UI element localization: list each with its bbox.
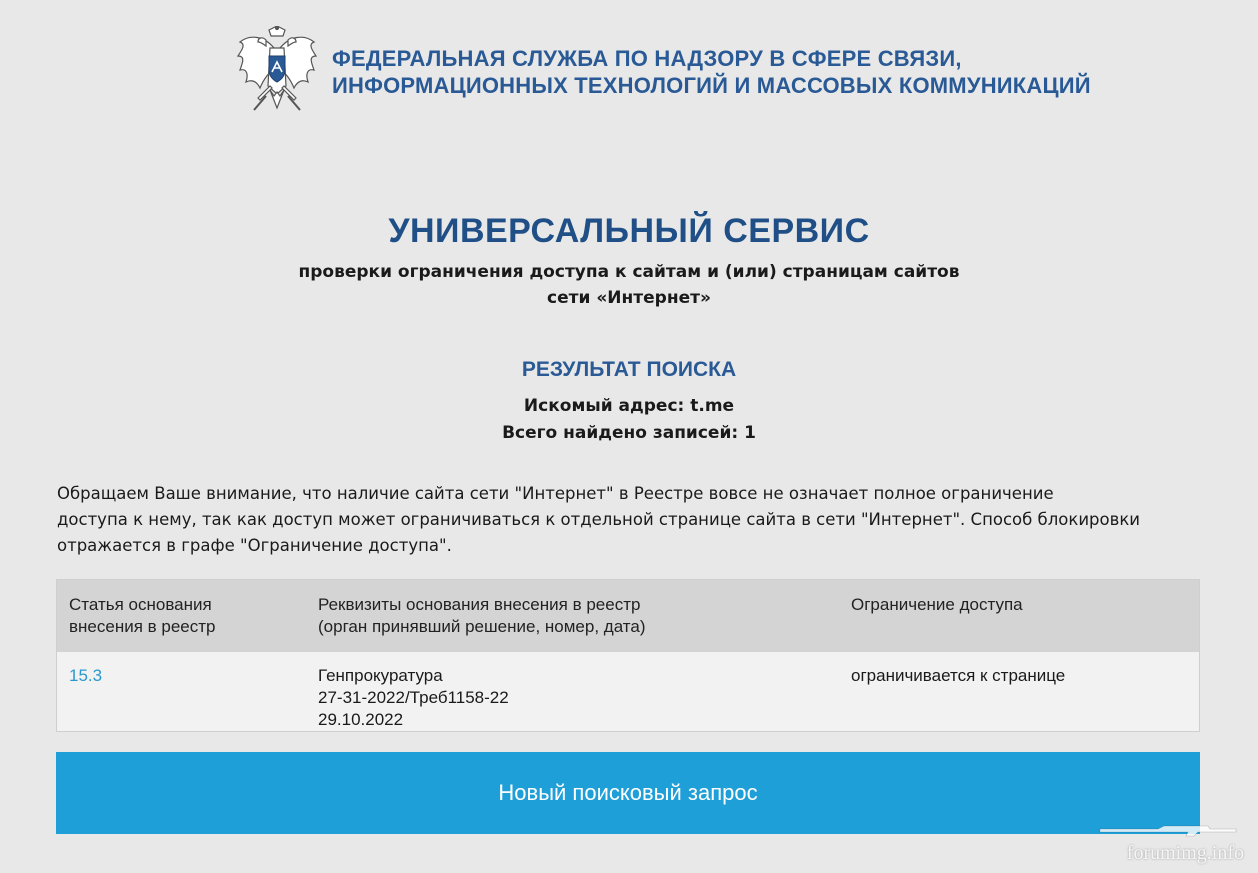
- header-article: [57, 580, 318, 652]
- header-requisites-line2: (орган принявший решение, номер, дата): [318, 617, 646, 636]
- result-summary: [0, 393, 1258, 447]
- requisite-date: 29.10.2022: [318, 710, 404, 729]
- cell-article: [57, 652, 318, 731]
- service-subtitle-line2: сети «Интернет»: [547, 288, 711, 308]
- double-headed-eagle-emblem-icon: [236, 26, 318, 118]
- registry-notice-line2: доступа к нему, так как доступ может ограничиваться к отдельной странице сайта в сети "Интернет". Способ блокировки: [57, 510, 1141, 529]
- organization-name: [332, 45, 1091, 99]
- header-restriction-label: Ограничение доступа: [851, 595, 1023, 614]
- requisite-number: 27-31-2022/Треб1158-22: [318, 688, 509, 707]
- service-title: УНИВЕРСАЛЬНЫЙ СЕРВИС: [388, 212, 870, 250]
- header-requisites-line1: Реквизиты основания внесения в реестр: [318, 595, 641, 614]
- table-header-row: [57, 580, 1199, 652]
- header-article-line2: внесения в реестр: [69, 617, 216, 636]
- total-records-found: Всего найдено записей: 1: [502, 423, 756, 443]
- site-header: [236, 26, 1091, 118]
- restriction-value: ограничивается к странице: [851, 666, 1066, 685]
- header-restriction: [851, 580, 1199, 652]
- requisite-authority: Генпрокуратура: [318, 666, 443, 685]
- registry-notice-line3: отражается в графе "Ограничение доступа".: [57, 536, 452, 555]
- organization-name-line1: ФЕДЕРАЛЬНАЯ СЛУЖБА ПО НАДЗОРУ В СФЕРЕ СВЯЗИ,: [332, 46, 962, 71]
- site-watermark: forumimg.info: [1126, 842, 1244, 864]
- cell-requisites: [318, 652, 851, 731]
- result-title: РЕЗУЛЬТАТ ПОИСКА: [521, 358, 737, 381]
- registry-notice: [57, 481, 1207, 559]
- header-article-line1: Статья основания: [69, 595, 212, 614]
- new-search-button[interactable]: Новый поисковый запрос: [56, 752, 1200, 834]
- registry-notice-line1: Обращаем Ваше внимание, что наличие сайта сети "Интернет" в Реестре вовсе не означает полное ограничение: [57, 484, 1054, 503]
- table-row: [57, 652, 1199, 731]
- header-requisites: [318, 580, 851, 652]
- service-subtitle: [0, 259, 1258, 311]
- rifle-watermark-icon: [1098, 823, 1238, 837]
- organization-name-line2: ИНФОРМАЦИОННЫХ ТЕХНОЛОГИЙ И МАССОВЫХ КОММУНИКАЦИЙ: [332, 73, 1091, 98]
- results-table: [56, 579, 1200, 732]
- cell-restriction: [851, 652, 1199, 731]
- searched-address: Искомый адрес: t.me: [523, 396, 735, 416]
- article-link[interactable]: 15.3: [69, 666, 103, 685]
- service-subtitle-line1: проверки ограничения доступа к сайтам и (или) страницам сайтов: [298, 262, 960, 282]
